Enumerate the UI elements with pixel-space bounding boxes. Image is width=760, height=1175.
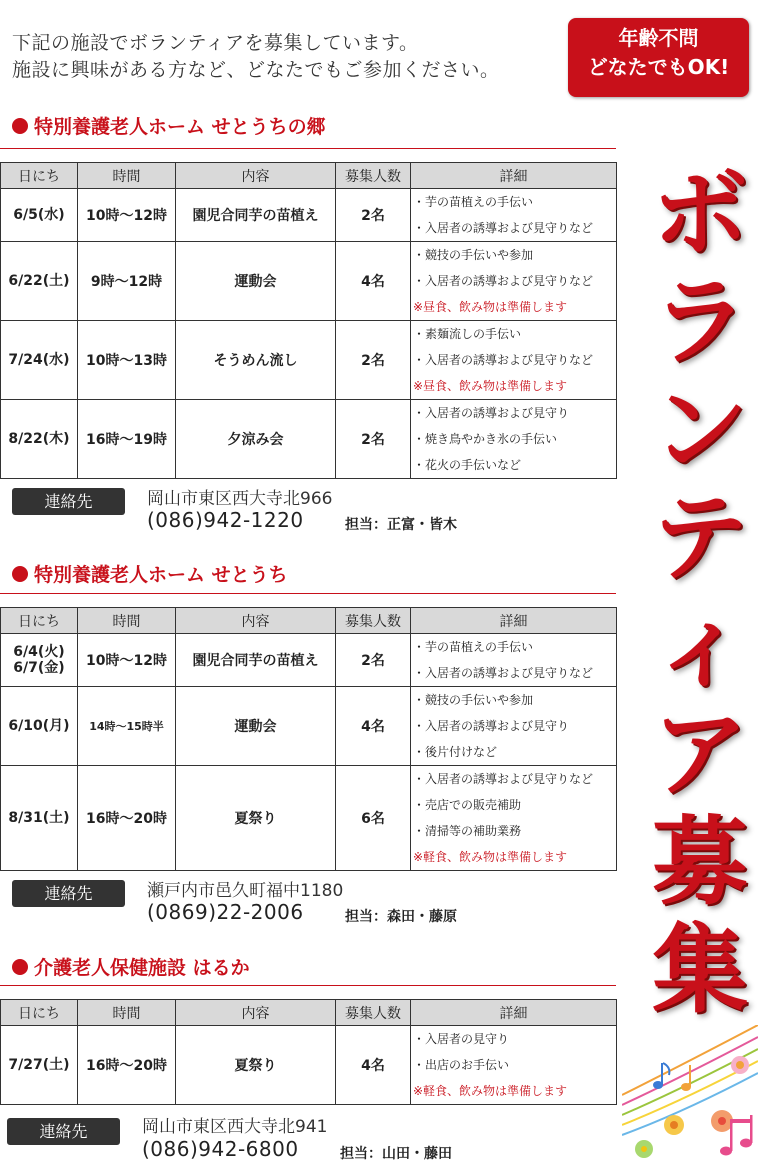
table-row bbox=[1, 687, 617, 766]
intro-line-1: 下記の施設でボランティアを募集しています。 bbox=[12, 32, 419, 54]
header-time: 時間 bbox=[78, 1000, 176, 1026]
section-1-rule bbox=[0, 148, 616, 149]
section-2-title: 特別養護老人ホーム せとうち bbox=[12, 560, 288, 587]
cell-time: 16時～20時 bbox=[78, 1026, 176, 1105]
cell-content: 運動会 bbox=[176, 687, 336, 766]
cell-count: 2名 bbox=[336, 400, 411, 479]
header-count: 募集人数 bbox=[336, 163, 411, 189]
contact-address-2: 瀬戸内市邑久町福中1180 bbox=[147, 881, 344, 901]
cell-time: 9時～12時 bbox=[78, 242, 176, 321]
cell-content: 夏祭り bbox=[176, 766, 336, 871]
cell-content: 夏祭り bbox=[176, 1026, 336, 1105]
table-header-row bbox=[1, 608, 617, 634]
header-detail: 詳細 bbox=[411, 163, 617, 189]
cell-time: 10時～12時 bbox=[78, 189, 176, 242]
contact-person-1: 担当：正富・皆木 bbox=[345, 517, 457, 533]
cell-count: 2名 bbox=[336, 189, 411, 242]
cell-date: 8/31(土) bbox=[1, 766, 78, 871]
cell-detail: ・素麺流しの手伝い ・入居者の誘導および見守りなど ※昼食、飲み物は準備します bbox=[411, 321, 617, 400]
header-content: 内容 bbox=[176, 163, 336, 189]
vertical-title-char: ィ bbox=[652, 590, 748, 702]
age-badge bbox=[568, 18, 749, 97]
cell-detail: ・入居者の誘導および見守りなど ・売店での販売補助 ・清掃等の補助業務 ※軽食、飲み物は準備します bbox=[411, 766, 617, 871]
vertical-title-char: 集 bbox=[652, 914, 748, 1026]
music-flower-illustration bbox=[622, 1025, 758, 1173]
cell-time: 16時～19時 bbox=[78, 400, 176, 479]
vertical-title-char: テ bbox=[652, 482, 748, 594]
header-content: 内容 bbox=[176, 608, 336, 634]
vertical-title-char: ラ bbox=[652, 266, 748, 378]
header-date: 日にち bbox=[1, 608, 78, 634]
cell-time: 14時～15時半 bbox=[78, 687, 176, 766]
section-3-title: 介護老人保健施設 はるか bbox=[12, 953, 250, 980]
cell-time: 10時～12時 bbox=[78, 634, 176, 687]
header-count: 募集人数 bbox=[336, 1000, 411, 1026]
vertical-title-char: ボ bbox=[652, 158, 748, 270]
contact-person-2: 担当：森田・藤原 bbox=[345, 909, 457, 925]
table-row bbox=[1, 634, 617, 687]
contact-phone-3[interactable]: (086)942-6800 bbox=[142, 1137, 299, 1161]
section-3-table bbox=[0, 999, 617, 1105]
cell-detail: ・入居者の見守り ・出店のお手伝い ※軽食、飲み物は準備します bbox=[411, 1026, 617, 1105]
section-1-title: 特別養護老人ホーム せとうちの郷 bbox=[12, 112, 326, 139]
cell-count: 2名 bbox=[336, 634, 411, 687]
contact-phone-1[interactable]: (086)942-1220 bbox=[147, 508, 304, 532]
cell-detail: ・芋の苗植えの手伝い ・入居者の誘導および見守りなど bbox=[411, 189, 617, 242]
header-detail: 詳細 bbox=[411, 1000, 617, 1026]
cell-time: 10時～13時 bbox=[78, 321, 176, 400]
contact-label-1: 連絡先 bbox=[12, 488, 125, 515]
section-3-rule bbox=[0, 985, 616, 986]
vertical-title-char: ア bbox=[652, 698, 748, 810]
cell-date: 6/22(土) bbox=[1, 242, 78, 321]
cell-count: 4名 bbox=[336, 1026, 411, 1105]
cell-count: 2名 bbox=[336, 321, 411, 400]
header-date: 日にち bbox=[1, 1000, 78, 1026]
cell-count: 6名 bbox=[336, 766, 411, 871]
badge-line-1: 年齢不問 bbox=[618, 26, 699, 50]
table-row bbox=[1, 242, 617, 321]
vertical-title-char: 募 bbox=[652, 806, 748, 918]
section-2-rule bbox=[0, 593, 616, 594]
section-1-table bbox=[0, 162, 617, 479]
contact-phone-2[interactable]: (0869)22-2006 bbox=[147, 900, 304, 924]
contact-address-3: 岡山市東区西大寺北941 bbox=[142, 1117, 328, 1137]
bullet-dot-icon bbox=[12, 566, 28, 582]
header-detail: 詳細 bbox=[411, 608, 617, 634]
header-time: 時間 bbox=[78, 608, 176, 634]
bullet-dot-icon bbox=[12, 959, 28, 975]
header-time: 時間 bbox=[78, 163, 176, 189]
vertical-title bbox=[645, 160, 755, 1024]
cell-date: 7/24(水) bbox=[1, 321, 78, 400]
cell-count: 4名 bbox=[336, 242, 411, 321]
header-date: 日にち bbox=[1, 163, 78, 189]
contact-label-3: 連絡先 bbox=[7, 1118, 120, 1145]
table-row bbox=[1, 766, 617, 871]
header-content: 内容 bbox=[176, 1000, 336, 1026]
intro-line-2: 施設に興味がある方など、どなたでもご参加ください。 bbox=[12, 59, 500, 81]
table-row bbox=[1, 321, 617, 400]
intro-text bbox=[12, 30, 500, 84]
cell-date: 8/22(木) bbox=[1, 400, 78, 479]
cell-content: 園児合同芋の苗植え bbox=[176, 634, 336, 687]
badge-line-2: どなたでもOK! bbox=[587, 55, 730, 79]
cell-date: 6/10(月) bbox=[1, 687, 78, 766]
section-2-table bbox=[0, 607, 617, 871]
table-row bbox=[1, 400, 617, 479]
header-count: 募集人数 bbox=[336, 608, 411, 634]
cell-content: そうめん流し bbox=[176, 321, 336, 400]
cell-date: 6/5(水) bbox=[1, 189, 78, 242]
table-row bbox=[1, 189, 617, 242]
cell-content: 夕涼み会 bbox=[176, 400, 336, 479]
cell-detail: ・競技の手伝いや参加 ・入居者の誘導および見守りなど ※昼食、飲み物は準備します bbox=[411, 242, 617, 321]
cell-count: 4名 bbox=[336, 687, 411, 766]
vertical-title-char: ン bbox=[652, 374, 748, 486]
table-row bbox=[1, 1026, 617, 1105]
contact-address-1: 岡山市東区西大寺北966 bbox=[147, 489, 333, 509]
cell-detail: ・芋の苗植えの手伝い ・入居者の誘導および見守りなど bbox=[411, 634, 617, 687]
cell-detail: ・入居者の誘導および見守り ・焼き鳥やかき氷の手伝い ・花火の手伝いなど bbox=[411, 400, 617, 479]
music-note-icon bbox=[653, 1063, 669, 1089]
contact-label-2: 連絡先 bbox=[12, 880, 125, 907]
cell-date: 7/27(土) bbox=[1, 1026, 78, 1105]
cell-content: 運動会 bbox=[176, 242, 336, 321]
music-note-icon bbox=[681, 1065, 691, 1091]
bullet-dot-icon bbox=[12, 118, 28, 134]
table-header-row bbox=[1, 1000, 617, 1026]
cell-content: 園児合同芋の苗植え bbox=[176, 189, 336, 242]
table-header-row bbox=[1, 163, 617, 189]
cell-detail: ・競技の手伝いや参加 ・入居者の誘導および見守り ・後片付けなど bbox=[411, 687, 617, 766]
cell-date: 6/4(火) 6/7(金) bbox=[1, 634, 78, 687]
cell-time: 16時～20時 bbox=[78, 766, 176, 871]
contact-person-3: 担当：山田・藤田 bbox=[340, 1146, 452, 1162]
